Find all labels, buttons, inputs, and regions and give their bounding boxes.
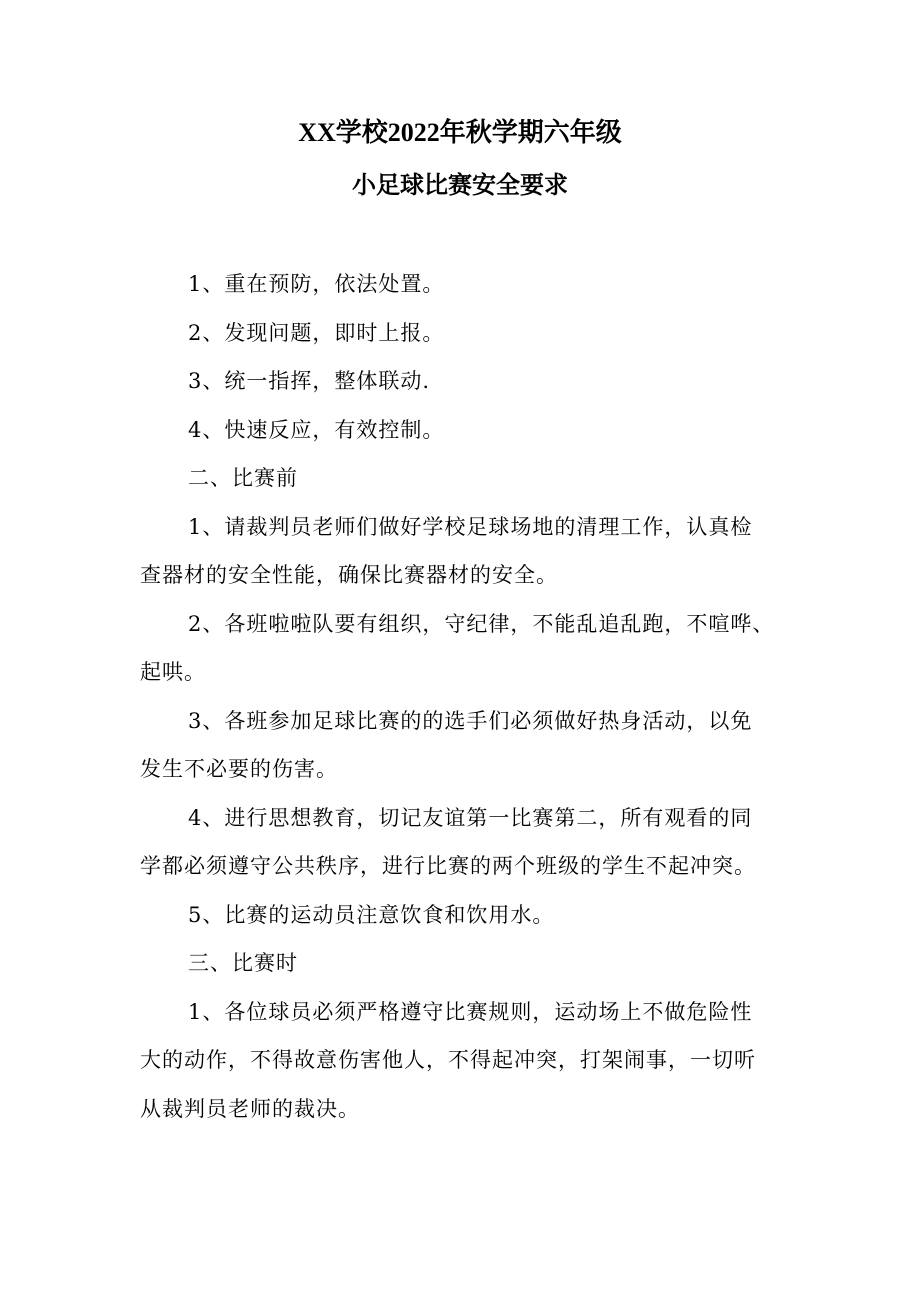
before-item-2-line-1: 2、各班啦啦队要有组织，守纪律，不能乱追乱跑，不喧哗、	[188, 611, 775, 636]
rule-prevention: 1、重在预防，依法处置。	[188, 272, 445, 296]
rule-command: 3、统一指挥，整体联动.	[188, 369, 431, 393]
during-item-1-line-2: 大的动作，不得故意伤害他人，不得起冲突，打架闹事，一切听	[140, 1048, 756, 1072]
before-item-3-line-1: 3、各班参加足球比赛的的选手们必须做好热身活动，以免	[188, 708, 753, 733]
during-item-1-line-1: 1、各位球员必须严格遵守比赛规则，运动场上不做危险性	[188, 999, 753, 1024]
document-title: XX学校2022年秋学期六年级	[298, 118, 622, 147]
before-item-5: 5、比赛的运动员注意饮食和饮用水。	[188, 902, 555, 927]
section-heading-during-match: 三、比赛时	[188, 951, 298, 975]
document-body	[140, 260, 800, 1133]
section-heading-before-match: 二、比赛前	[188, 466, 298, 490]
before-item-1-line-1: 1、请裁判员老师们做好学校足球场地的清理工作，认真检	[188, 514, 753, 539]
rule-response: 4、快速反应，有效控制。	[188, 417, 445, 442]
before-item-2-line-2: 起哄。	[140, 660, 206, 684]
during-item-1-line-3: 从裁判员老师的裁决。	[140, 1096, 360, 1121]
rule-reporting: 2、发现问题，即时上报。	[188, 320, 445, 345]
before-item-4-line-1: 4、进行思想教育，切记友谊第一比赛第二，所有观看的同	[188, 805, 753, 830]
before-item-1-line-2: 查器材的安全性能，确保比赛器材的安全。	[140, 563, 558, 587]
before-item-4-line-2: 学都必须遵守公共秩序，进行比赛的两个班级的学生不起冲突。	[140, 854, 756, 878]
before-item-3-line-2: 发生不必要的伤害。	[140, 757, 338, 781]
document-subtitle: 小足球比赛安全要求	[352, 171, 568, 199]
